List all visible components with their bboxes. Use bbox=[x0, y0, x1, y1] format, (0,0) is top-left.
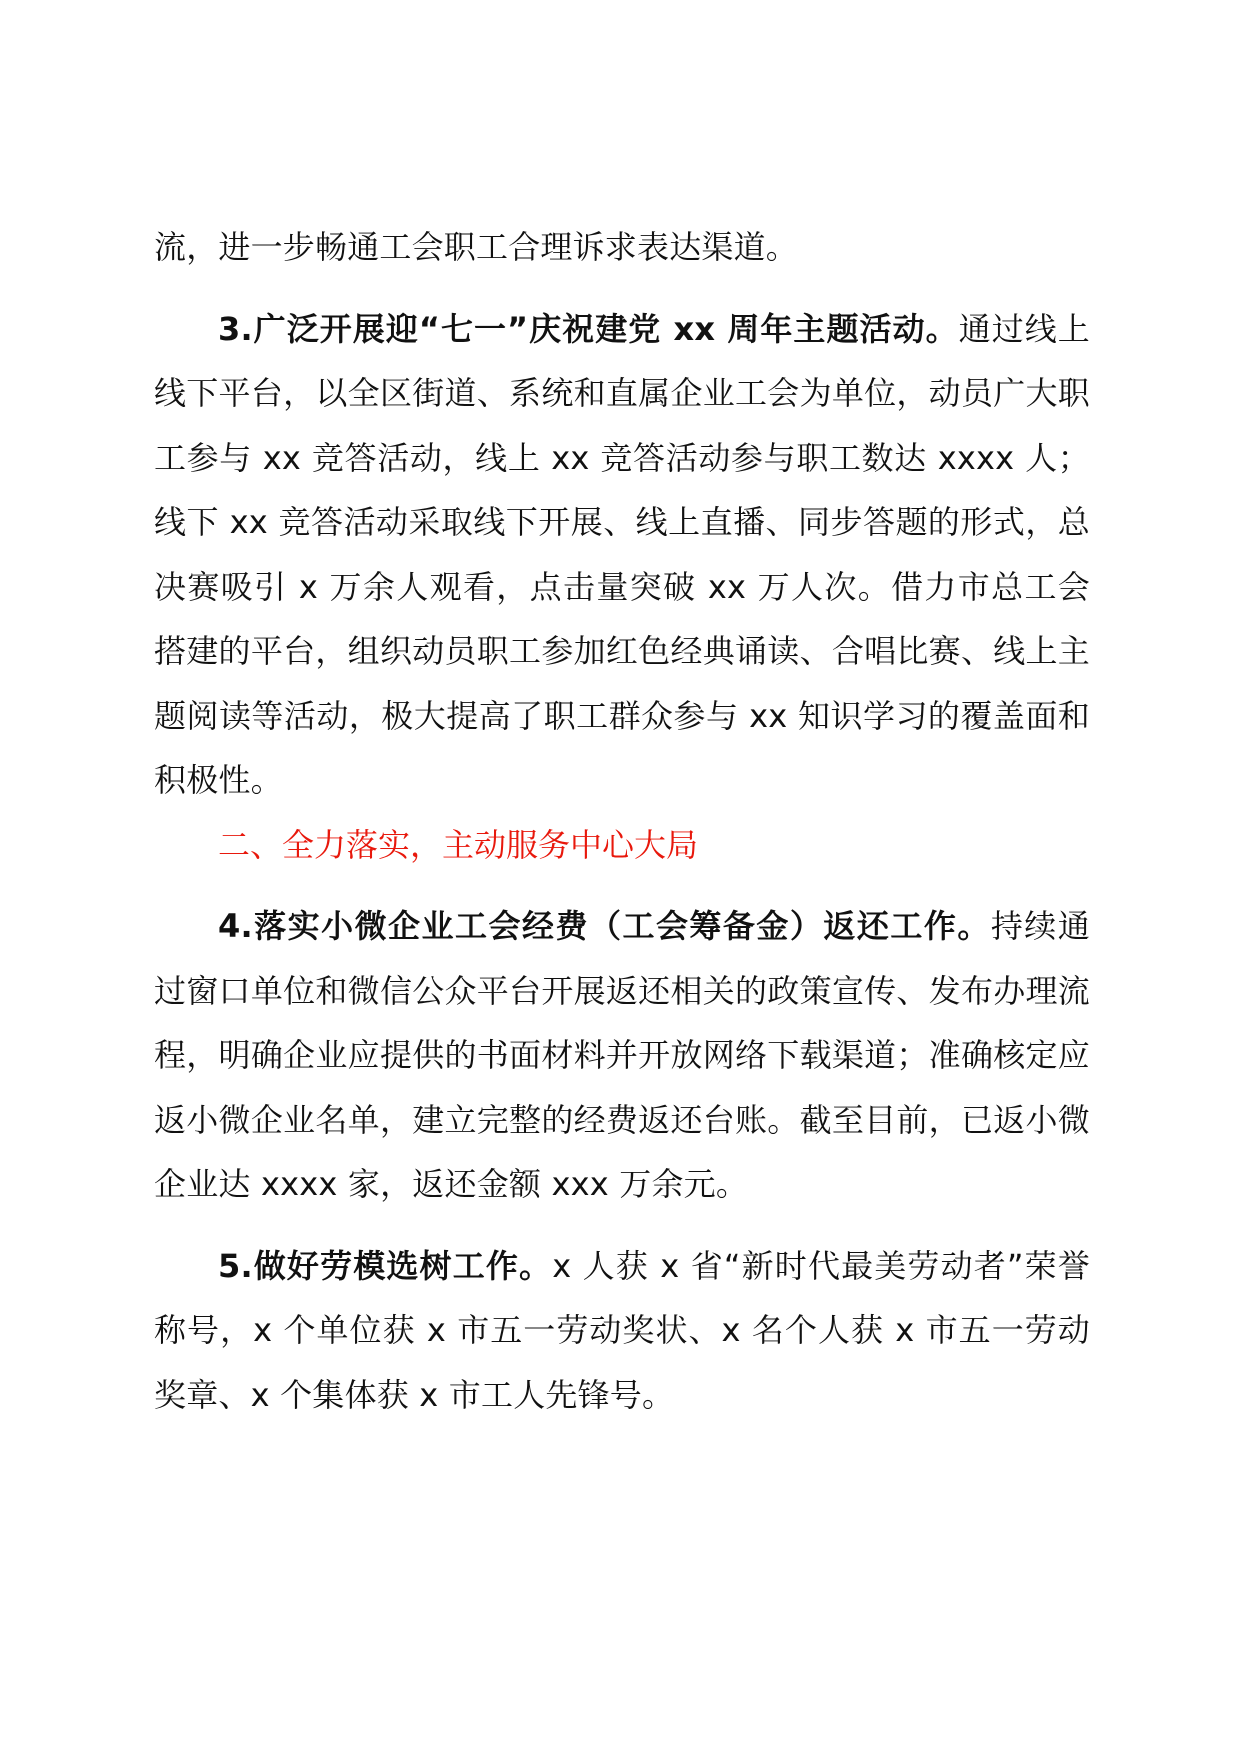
document-body bbox=[154, 215, 1090, 1427]
item-5-paragraph bbox=[154, 1234, 1090, 1428]
item-4-lead: 4.落实小微企业工会经费（工会筹备金）返还工作。 bbox=[218, 907, 991, 945]
continuation-paragraph bbox=[154, 215, 1090, 280]
section-2-heading bbox=[154, 813, 1090, 878]
item-3-lead: 3.广泛开展迎“七一”庆祝建党 xx 周年主题活动。 bbox=[218, 309, 959, 348]
item-4-paragraph bbox=[154, 894, 1090, 1217]
item-3-paragraph bbox=[154, 297, 1090, 813]
item-4-body: 持续通过窗口单位和微信公众平台开展返还相关的政策宣传、发布办理流程，明确企业应提供的书面材料并开放网络下载渠道；准确核定应返小微企业名单，建立完整的经费返还台账。截至目前，已返小微企业达 xxxx 家，返还金额 xxx 万余元。 bbox=[154, 907, 1090, 1203]
continuation-text: 流，进一步畅通工会职工合理诉求表达渠道。 bbox=[154, 228, 799, 266]
item-5-body: x 人获 x 省“新时代最美劳动者”荣誉称号，x 个单位获 x 市五一劳动奖状、x 名个人获 x 市五一劳动奖章、x 个集体获 x 市工人先锋号。 bbox=[154, 1246, 1090, 1414]
item-3-body: 通过线上线下平台，以全区街道、系统和直属企业工会为单位，动员广大职工参与 xx 竞答活动，线上 xx 竞答活动参与职工数达 xxxx 人；线下 xx 竞答活动采取线下开展、线上直播、同步答题的形式，总决赛吸引 x 万余人观看，点击量突破 xx 万人次。借力市总工会搭建的平台，组织动员职工参加红色经典诵读、合唱比赛、线上主题阅读等活动，极大提高了职工群众参与 xx 知识学习的覆盖面和积极性。 bbox=[154, 309, 1090, 799]
section-2-heading-text: 二、全力落实，主动服务中心大局 bbox=[218, 825, 699, 864]
item-5-lead: 5.做好劳模选树工作。 bbox=[218, 1246, 553, 1285]
